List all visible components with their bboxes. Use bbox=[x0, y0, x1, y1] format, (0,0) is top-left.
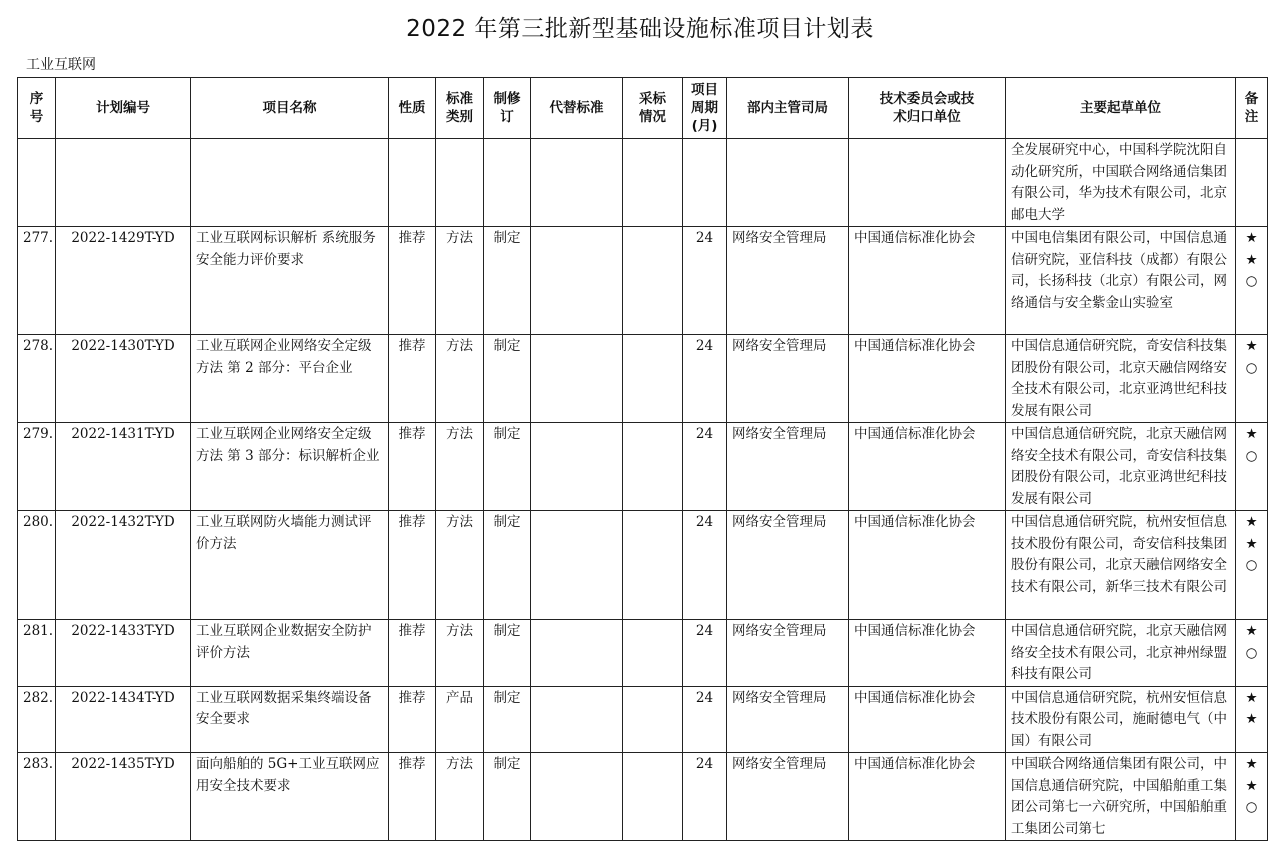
replace-cell bbox=[531, 753, 623, 841]
header-revise: 制修订 bbox=[484, 78, 531, 139]
drafters-cell: 中国信息通信研究院，北京天融信网络安全技术有限公司，北京神州绿盟科技有限公司 bbox=[1006, 620, 1236, 687]
category-cell: 产品 bbox=[436, 686, 484, 753]
committee-cell: 中国通信标准化协会 bbox=[849, 335, 1006, 423]
header-dept: 部内主管司局 bbox=[727, 78, 849, 139]
table-row-continuation bbox=[18, 139, 1268, 227]
period-cell: 24 bbox=[683, 227, 727, 335]
header-seq: 序号 bbox=[18, 78, 56, 139]
plan-no-cell: 2022-1429T-YD bbox=[56, 227, 191, 335]
star-mark-icon: ★ bbox=[1245, 338, 1258, 354]
nature-cell: 推荐 bbox=[389, 335, 436, 423]
period-cell: 24 bbox=[683, 511, 727, 620]
replace-cell bbox=[531, 511, 623, 620]
dept-cell: 网络安全管理局 bbox=[727, 511, 849, 620]
star-mark-icon: ★ bbox=[1245, 756, 1258, 772]
replace-cell bbox=[531, 686, 623, 753]
category-cell: 方法 bbox=[436, 423, 484, 511]
table-row bbox=[18, 686, 1268, 753]
dept-cell: 网络安全管理局 bbox=[727, 620, 849, 687]
header-replace: 代替标准 bbox=[531, 78, 623, 139]
adopt-cell bbox=[623, 686, 683, 753]
category-cell: 方法 bbox=[436, 227, 484, 335]
table-row bbox=[18, 620, 1268, 687]
replace-cell bbox=[531, 335, 623, 423]
committee-cell: 中国通信标准化协会 bbox=[849, 227, 1006, 335]
note-cell bbox=[1236, 227, 1268, 335]
project-name-cell: 工业互联网企业网络安全定级方法 第 2 部分：平台企业 bbox=[191, 335, 389, 423]
adopt-cell bbox=[623, 511, 683, 620]
nature-cell: 推荐 bbox=[389, 227, 436, 335]
plan-no-cell: 2022-1431T-YD bbox=[56, 423, 191, 511]
period-cell: 24 bbox=[683, 620, 727, 687]
period-cell: 24 bbox=[683, 335, 727, 423]
category-cell: 方法 bbox=[436, 620, 484, 687]
header-period: 项目周期(月) bbox=[683, 78, 727, 139]
revise-cell: 制定 bbox=[484, 620, 531, 687]
note-cell bbox=[1236, 753, 1268, 841]
star-mark-icon: ★ bbox=[1245, 426, 1258, 442]
nature-cell: 推荐 bbox=[389, 511, 436, 620]
note-cell bbox=[1236, 511, 1268, 620]
adopt-cell bbox=[623, 227, 683, 335]
period-cell: 24 bbox=[683, 686, 727, 753]
seq-cell: 277. bbox=[18, 227, 56, 335]
period-cell: 24 bbox=[683, 753, 727, 841]
drafters-cell: 中国联合网络通信集团有限公司，中国信息通信研究院，中国船舶重工集团公司第七一六研究所，中国船舶重工集团公司第七 bbox=[1006, 753, 1236, 841]
revise-cell: 制定 bbox=[484, 335, 531, 423]
seq-cell: 280. bbox=[18, 511, 56, 620]
section-label: 工业互联网 bbox=[26, 57, 96, 73]
plan-no-cell: 2022-1432T-YD bbox=[56, 511, 191, 620]
plan-no-cell: 2022-1433T-YD bbox=[56, 620, 191, 687]
drafters-cell: 中国信息通信研究院，北京天融信网络安全技术有限公司，奇安信科技集团股份有限公司，北京亚鸿世纪科技发展有限公司 bbox=[1006, 423, 1236, 511]
drafters-cell: 全发展研究中心，中国科学院沈阳自动化研究所，中国联合网络通信集团有限公司，华为技术有限公司，北京邮电大学 bbox=[1006, 139, 1236, 227]
seq-cell: 283. bbox=[18, 753, 56, 841]
header-category: 标准类别 bbox=[436, 78, 484, 139]
header-committee: 技术委员会或技术归口单位 bbox=[849, 78, 1006, 139]
nature-cell: 推荐 bbox=[389, 753, 436, 841]
nature-cell: 推荐 bbox=[389, 686, 436, 753]
header-note: 备注 bbox=[1236, 78, 1268, 139]
circle-mark-icon: ○ bbox=[1245, 644, 1258, 661]
adopt-cell bbox=[623, 335, 683, 423]
plan-no-cell: 2022-1430T-YD bbox=[56, 335, 191, 423]
note-cell bbox=[1236, 423, 1268, 511]
revise-cell: 制定 bbox=[484, 686, 531, 753]
revise-cell: 制定 bbox=[484, 753, 531, 841]
header-adopt: 采标情况 bbox=[623, 78, 683, 139]
star-mark-icon: ★ bbox=[1245, 514, 1258, 530]
project-name-cell: 工业互联网企业数据安全防护评价方法 bbox=[191, 620, 389, 687]
nature-cell: 推荐 bbox=[389, 620, 436, 687]
star-mark-icon: ★ bbox=[1245, 689, 1258, 706]
drafters-cell: 中国电信集团有限公司，中国信息通信研究院，亚信科技（成都）有限公司，长扬科技（北京）有限公司，网络通信与安全紫金山实验室 bbox=[1006, 227, 1236, 335]
drafters-cell: 中国信息通信研究院，杭州安恒信息技术股份有限公司，奇安信科技集团股份有限公司，北京天融信网络安全技术有限公司，新华三技术有限公司 bbox=[1006, 511, 1236, 620]
replace-cell bbox=[531, 423, 623, 511]
star-mark-icon: ★ bbox=[1245, 777, 1258, 794]
category-cell: 方法 bbox=[436, 753, 484, 841]
project-name-cell: 面向船舶的 5G+工业互联网应用安全技术要求 bbox=[191, 753, 389, 841]
table-header-row bbox=[18, 78, 1268, 139]
revise-cell: 制定 bbox=[484, 227, 531, 335]
drafters-cell: 中国信息通信研究院，奇安信科技集团股份有限公司，北京天融信网络安全技术有限公司，北京亚鸿世纪科技发展有限公司 bbox=[1006, 335, 1236, 423]
committee-cell: 中国通信标准化协会 bbox=[849, 753, 1006, 841]
project-name-cell: 工业互联网标识解析 系统服务安全能力评价要求 bbox=[191, 227, 389, 335]
seq-cell: 282. bbox=[18, 686, 56, 753]
revise-cell: 制定 bbox=[484, 423, 531, 511]
seq-cell: 281. bbox=[18, 620, 56, 687]
dept-cell: 网络安全管理局 bbox=[727, 335, 849, 423]
header-drafters: 主要起草单位 bbox=[1006, 78, 1236, 139]
category-cell: 方法 bbox=[436, 511, 484, 620]
project-name-cell: 工业互联网企业网络安全定级方法 第 3 部分：标识解析企业 bbox=[191, 423, 389, 511]
note-cell bbox=[1236, 686, 1268, 753]
header-nature: 性质 bbox=[389, 78, 436, 139]
drafters-cell: 中国信息通信研究院，杭州安恒信息技术股份有限公司，施耐德电气（中国）有限公司 bbox=[1006, 686, 1236, 753]
page-title: 2022 年第三批新型基础设施标准项目计划表 bbox=[406, 16, 874, 42]
dept-cell: 网络安全管理局 bbox=[727, 423, 849, 511]
star-mark-icon: ★ bbox=[1245, 230, 1258, 246]
revise-cell: 制定 bbox=[484, 511, 531, 620]
nature-cell: 推荐 bbox=[389, 423, 436, 511]
seq-cell: 279. bbox=[18, 423, 56, 511]
table-row bbox=[18, 335, 1268, 423]
dept-cell: 网络安全管理局 bbox=[727, 686, 849, 753]
adopt-cell bbox=[623, 423, 683, 511]
seq-cell: 278. bbox=[18, 335, 56, 423]
project-name-cell: 工业互联网数据采集终端设备安全要求 bbox=[191, 686, 389, 753]
replace-cell bbox=[531, 620, 623, 687]
note-cell bbox=[1236, 620, 1268, 687]
star-mark-icon: ★ bbox=[1245, 711, 1258, 727]
committee-cell: 中国通信标准化协会 bbox=[849, 423, 1006, 511]
circle-mark-icon: ○ bbox=[1245, 799, 1258, 815]
circle-mark-icon: ○ bbox=[1245, 557, 1258, 573]
circle-mark-icon: ○ bbox=[1245, 273, 1258, 289]
period-cell: 24 bbox=[683, 423, 727, 511]
project-name-cell: 工业互联网防火墙能力测试评价方法 bbox=[191, 511, 389, 620]
table-row bbox=[18, 511, 1268, 620]
committee-cell: 中国通信标准化协会 bbox=[849, 511, 1006, 620]
table-row bbox=[18, 227, 1268, 335]
dept-cell: 网络安全管理局 bbox=[727, 753, 849, 841]
star-mark-icon: ★ bbox=[1245, 623, 1258, 639]
table-row bbox=[18, 423, 1268, 511]
adopt-cell bbox=[623, 753, 683, 841]
plan-no-cell: 2022-1434T-YD bbox=[56, 686, 191, 753]
star-mark-icon: ★ bbox=[1245, 535, 1258, 552]
adopt-cell bbox=[623, 620, 683, 687]
circle-mark-icon: ○ bbox=[1245, 447, 1258, 464]
star-mark-icon: ★ bbox=[1245, 251, 1258, 268]
plan-no-cell: 2022-1435T-YD bbox=[56, 753, 191, 841]
note-cell bbox=[1236, 335, 1268, 423]
committee-cell: 中国通信标准化协会 bbox=[849, 620, 1006, 687]
replace-cell bbox=[531, 227, 623, 335]
committee-cell: 中国通信标准化协会 bbox=[849, 686, 1006, 753]
circle-mark-icon: ○ bbox=[1245, 359, 1258, 376]
dept-cell: 网络安全管理局 bbox=[727, 227, 849, 335]
header-plan-no: 计划编号 bbox=[56, 78, 191, 139]
category-cell: 方法 bbox=[436, 335, 484, 423]
plan-table bbox=[17, 77, 1268, 841]
table-row bbox=[18, 753, 1268, 841]
header-name: 项目名称 bbox=[191, 78, 389, 139]
